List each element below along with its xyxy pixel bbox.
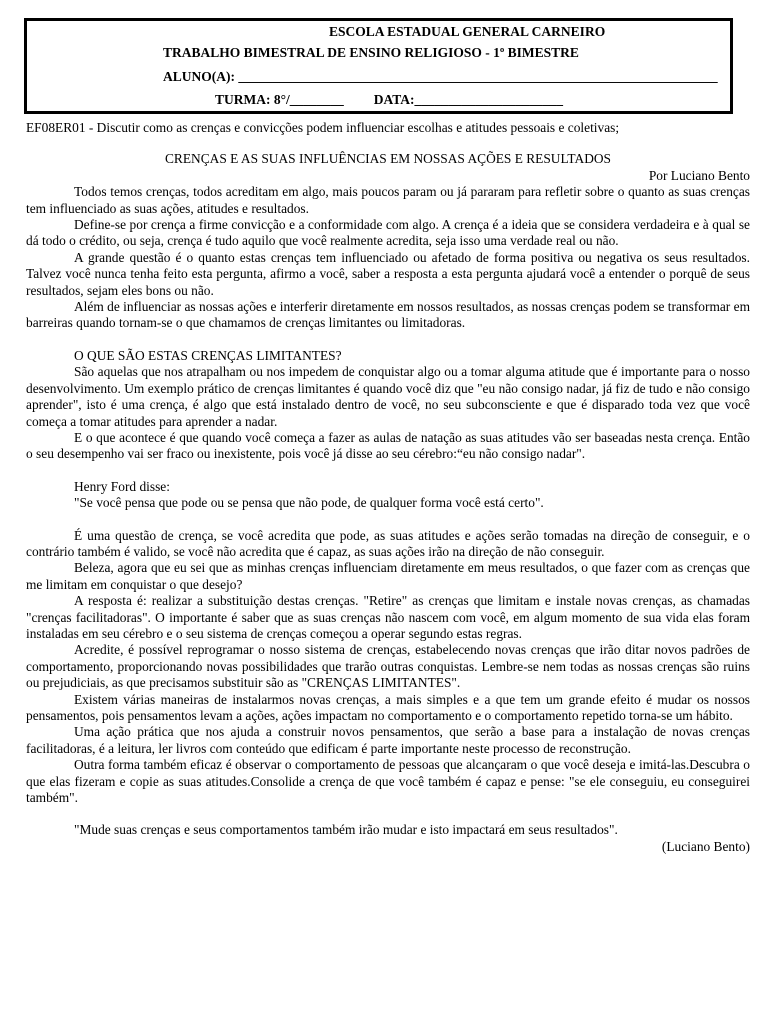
date-field[interactable]: DATA:______________________	[373, 92, 564, 107]
paragraph: E o que acontece é que quando você começa a fazer as aulas de natação as suas atitudes vão ser baseadas nesta crença. Então o seu desempenho vai ser fraco ou inexistente, pois você já disse ao seu cérebro:“eu não consigo nadar".	[26, 429, 750, 462]
ford-intro: Henry Ford disse:	[74, 478, 170, 494]
paragraph: Além de influenciar as nossas ações e interferir diretamente em nossos resultados, as nossas crenças podem se transformar em barreiras quando tornam-se o que chamamos de crenças limitantes ou limitadoras.	[26, 299, 750, 331]
article-title: CRENÇAS E AS SUAS INFLUÊNCIAS EM NOSSAS AÇÕES E RESULTADOS	[165, 151, 611, 167]
paragraph: Beleza, agora que eu sei que as minhas crenças influenciam diretamente em meus resultados, o que fazer com as crenças que me limitam em conquistar o que desejo?	[26, 560, 750, 592]
paragraph: É uma questão de crença, se você acredita que pode, as suas atitudes e ações serão tomadas na direção de conseguir, e o contrário também é valido, se você não acredita que é capaz, as suas ações irão na direção de não conseguir.	[26, 527, 750, 559]
school-name: ESCOLA ESTADUAL GENERAL CARNEIRO	[329, 24, 606, 39]
paragraph: Existem várias maneiras de instalarmos novas crenças, a mais simples e a que tem um grande efeito é mudar os nossos pensamentos, pois pensamentos levam a ações, ações impactam no comportamento e o comportamento repetido torna-se um hábito.	[26, 691, 750, 723]
paragraph: Outra forma também eficaz é observar o comportamento de pessoas que alcançaram o que você deseja e imitá-las.Descubra o que elas fizeram e copie as suas atitudes.Consolide a crença de que você também é capaz e pense: "se ele conseguiu, eu conseguirei também".	[26, 757, 750, 806]
class-date-line	[215, 92, 563, 108]
student-name-field[interactable]: ALUNO(A): _______________________________________________________________________	[163, 69, 718, 84]
article-author: Por Luciano Bento	[648, 167, 750, 183]
closing-quote: "Mude suas crenças e seus comportamentos também irão mudar e isto impactará em seus resultados".	[74, 822, 618, 838]
signature: (Luciano Bento)	[661, 838, 750, 854]
skill-code: EF08ER01 - Discutir como as crenças e convicções podem influenciar escolhas e atitudes pessoais e coletivas;	[26, 120, 620, 135]
ford-quote: "Se você pensa que pode ou se pensa que não pode, de qualquer forma você está certo".	[74, 495, 544, 511]
assignment-title: TRABALHO BIMESTRAL DE ENSINO RELIGIOSO - 1º BIMESTRE	[163, 45, 579, 60]
document-body	[26, 120, 750, 855]
paragraph: São aquelas que nos atrapalham ou nos impedem de conquistar algo ou a tomar alguma atitude que é importante para o nosso desenvolvimento. Um exemplo prático de crenças limitantes é quando você diz que "eu não consigo nadar, já fiz de tudo e não consigo aprender", isto é uma crença, é algo que está instalado dentro de você, no seu subconsciente e que é disparado toda vez que você começa a tomar atitudes para aprender a nadar.	[26, 364, 750, 429]
paragraph: A grande questão é o quanto estas crenças tem influenciado ou afetado de forma positiva ou negativa os seus resultados. Talvez você nunca tenha feito esta pergunta, afirmo a você, saber a resposta a esta pergunta ajudará você a entender o porquê de seus resultados, sejam eles bons ou não.	[26, 249, 750, 298]
section-heading: O QUE SÃO ESTAS CRENÇAS LIMITANTES?	[74, 347, 342, 363]
paragraph: Acredite, é possível reprogramar o nosso sistema de crenças, estabelecendo novas crenças que irão ditar novos padrões de comportamento, proporcionando novas possibilidades que trarão outras conquistas. Lembre-se nem todas as nossas crenças são ruins ou prejudiciais, as que precisamos substituir são as "CRENÇAS LIMITANTES".	[26, 642, 750, 691]
paragraph: Define-se por crença a firme convicção e a conformidade com algo. A crença é a ideia que se considera verdadeira e à qual se dá todo o crédito, ou seja, crença é tudo aquilo que você realmente acredita, seja isso uma verdade real ou não.	[26, 217, 750, 249]
paragraph: Todos temos crenças, todos acreditam em algo, mais poucos param ou já pararam para refletir sobre o quanto as suas crenças tem influenciado as suas ações, atitudes e resultados.	[26, 184, 750, 216]
paragraph: Uma ação prática que nos ajuda a construir novos pensamentos, que serão a base para a instalação de novas crenças facilitadoras, é a leitura, ler livros com conteúdo que edificam é parte importante neste processo de reconstrução.	[26, 724, 750, 756]
header-box	[24, 18, 733, 114]
paragraph: A resposta é: realizar a substituição destas crenças. "Retire" as crenças que limitam e instale novas crenças, as chamadas "crenças facilitadoras". O importante é saber que as suas crenças não nascem com você, em algum momento de sua vida elas foram instaladas em seu cérebro e o seu sistema de crenças começou a operar segundo estas regras.	[26, 593, 750, 641]
class-field[interactable]: TURMA: 8°/________	[215, 92, 344, 107]
